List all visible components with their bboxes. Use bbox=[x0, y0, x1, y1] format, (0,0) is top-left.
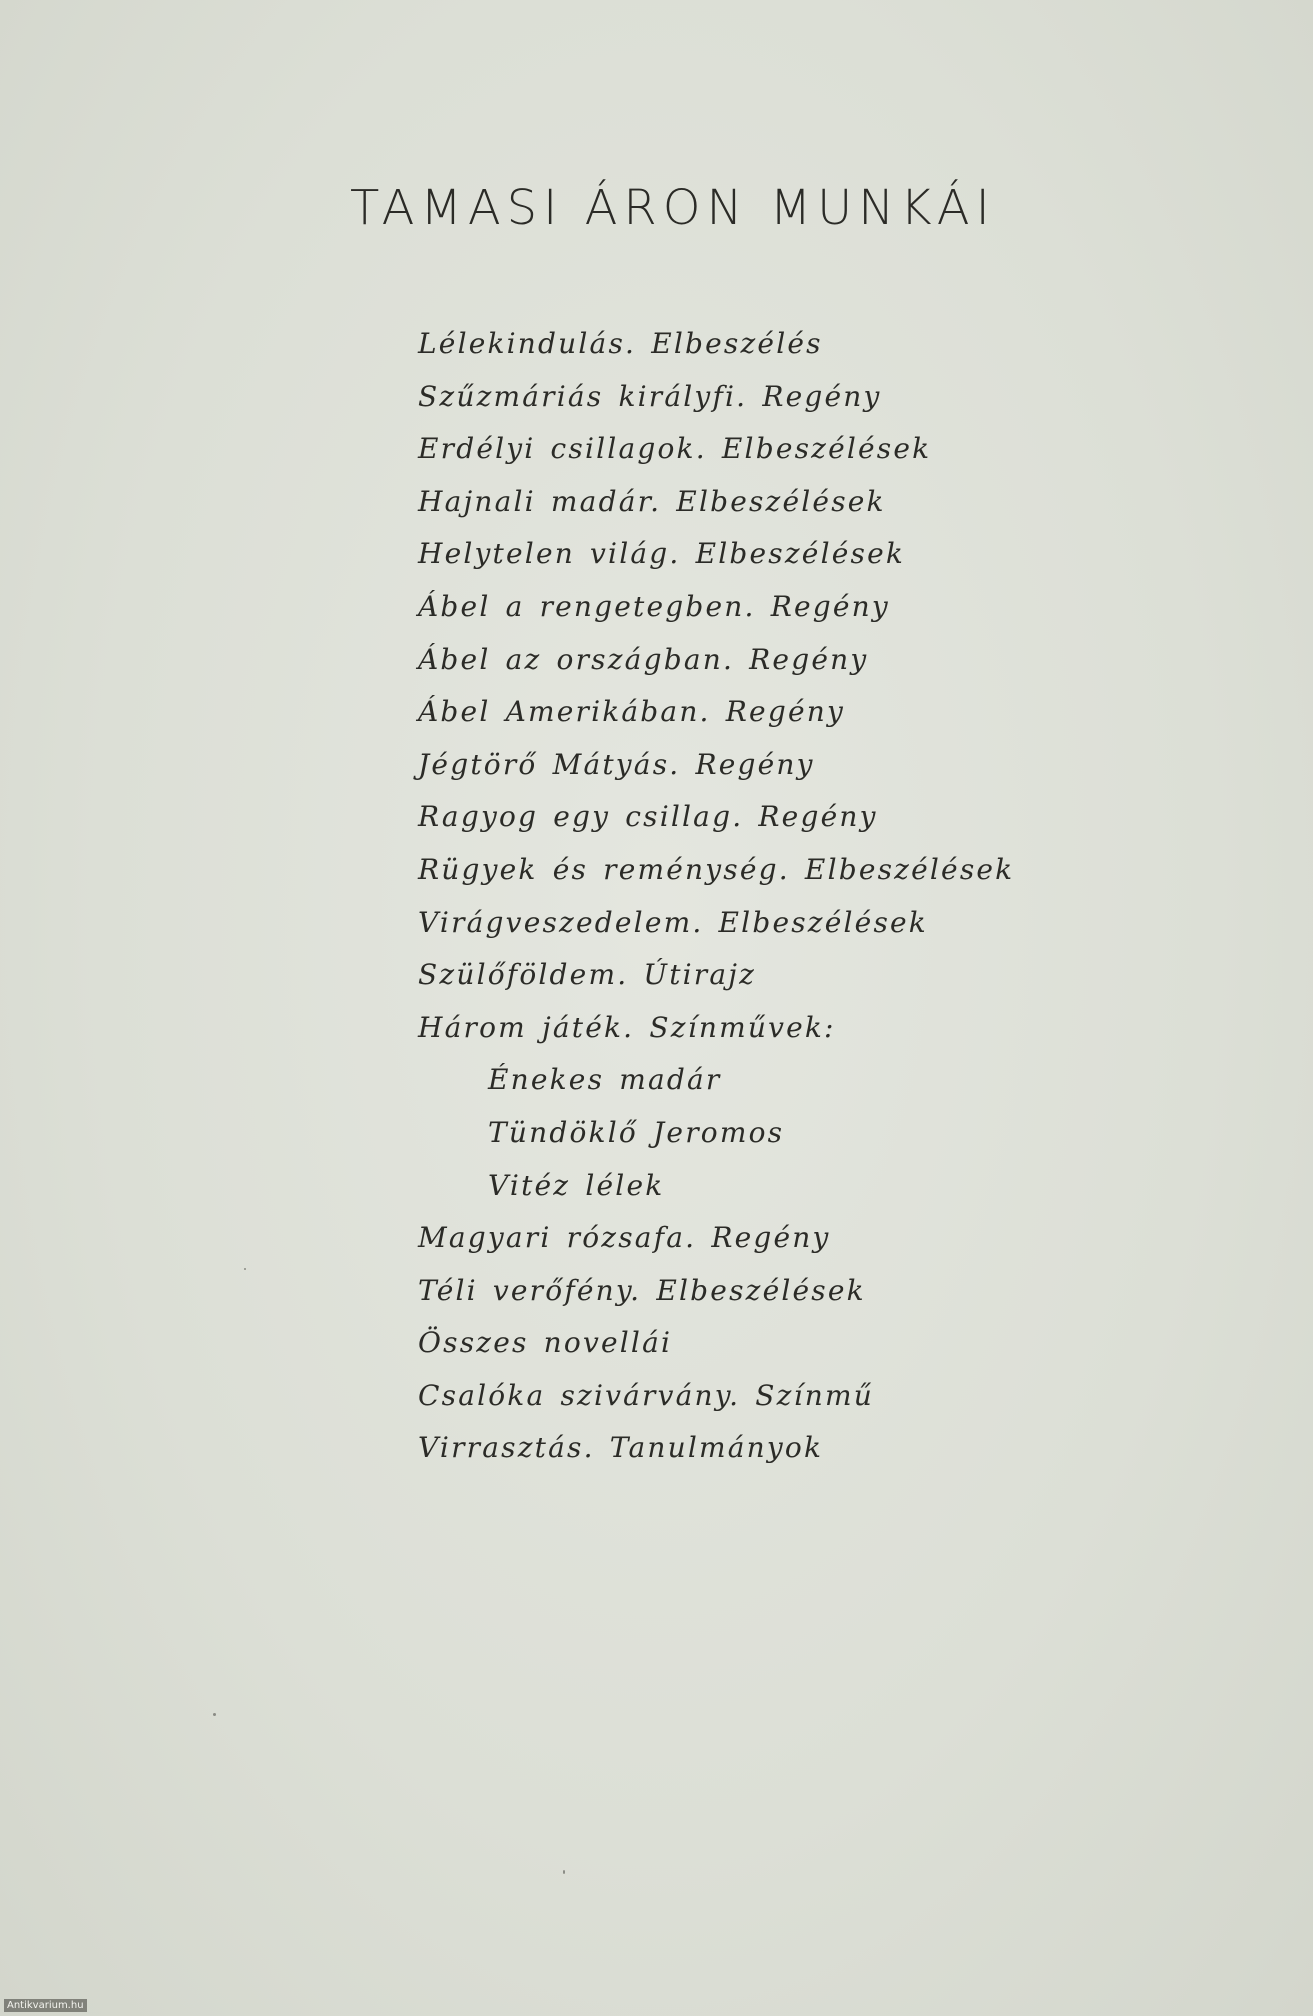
works-list bbox=[418, 318, 1014, 1475]
work-subitem: Vitéz lélek bbox=[488, 1168, 665, 1202]
page-title: TAMASI ÁRON MUNKÁI bbox=[350, 180, 996, 236]
work-item: Lélekindulás. Elbeszélés bbox=[418, 327, 823, 360]
work-item: Összes novellái bbox=[418, 1326, 673, 1360]
paper-speck bbox=[213, 1713, 216, 1716]
work-item: Csalóka szivárvány. Színmű bbox=[418, 1378, 874, 1412]
work-item: Jégtörő Mátyás. Regény bbox=[418, 747, 815, 781]
paper-speck bbox=[563, 1870, 565, 1874]
work-item: Három játék. Színművek: bbox=[418, 1010, 836, 1044]
work-item: Szűzmáriás királyfi. Regény bbox=[418, 379, 882, 413]
work-item: Téli verőfény. Elbeszélések bbox=[418, 1273, 866, 1307]
work-item: Ragyog egy csillag. Regény bbox=[418, 800, 878, 834]
work-item: Ábel a rengetegben. Regény bbox=[418, 589, 890, 623]
work-item: Rügyek és reménység. Elbeszélések bbox=[418, 852, 1015, 886]
work-item: Erdélyi csillagok. Elbeszélések bbox=[418, 432, 932, 466]
work-item: Magyari rózsafa. Regény bbox=[418, 1221, 831, 1255]
watermark: Antikvarium.hu bbox=[4, 1999, 87, 2012]
work-item: Ábel Amerikában. Regény bbox=[418, 695, 845, 729]
work-subitem: Énekes madár bbox=[488, 1063, 722, 1097]
work-item: Helytelen világ. Elbeszélések bbox=[418, 537, 906, 571]
work-item: Hajnali madár. Elbeszélések bbox=[418, 484, 886, 518]
paper-speck bbox=[244, 1268, 246, 1270]
work-item: Virágveszedelem. Elbeszélések bbox=[418, 905, 928, 939]
work-item: Szülőföldem. Útirajz bbox=[418, 958, 757, 992]
work-subitem: Tündöklő Jeromos bbox=[488, 1115, 785, 1149]
work-item: Virrasztás. Tanulmányok bbox=[418, 1431, 824, 1465]
work-item: Ábel az országban. Regény bbox=[418, 642, 869, 676]
